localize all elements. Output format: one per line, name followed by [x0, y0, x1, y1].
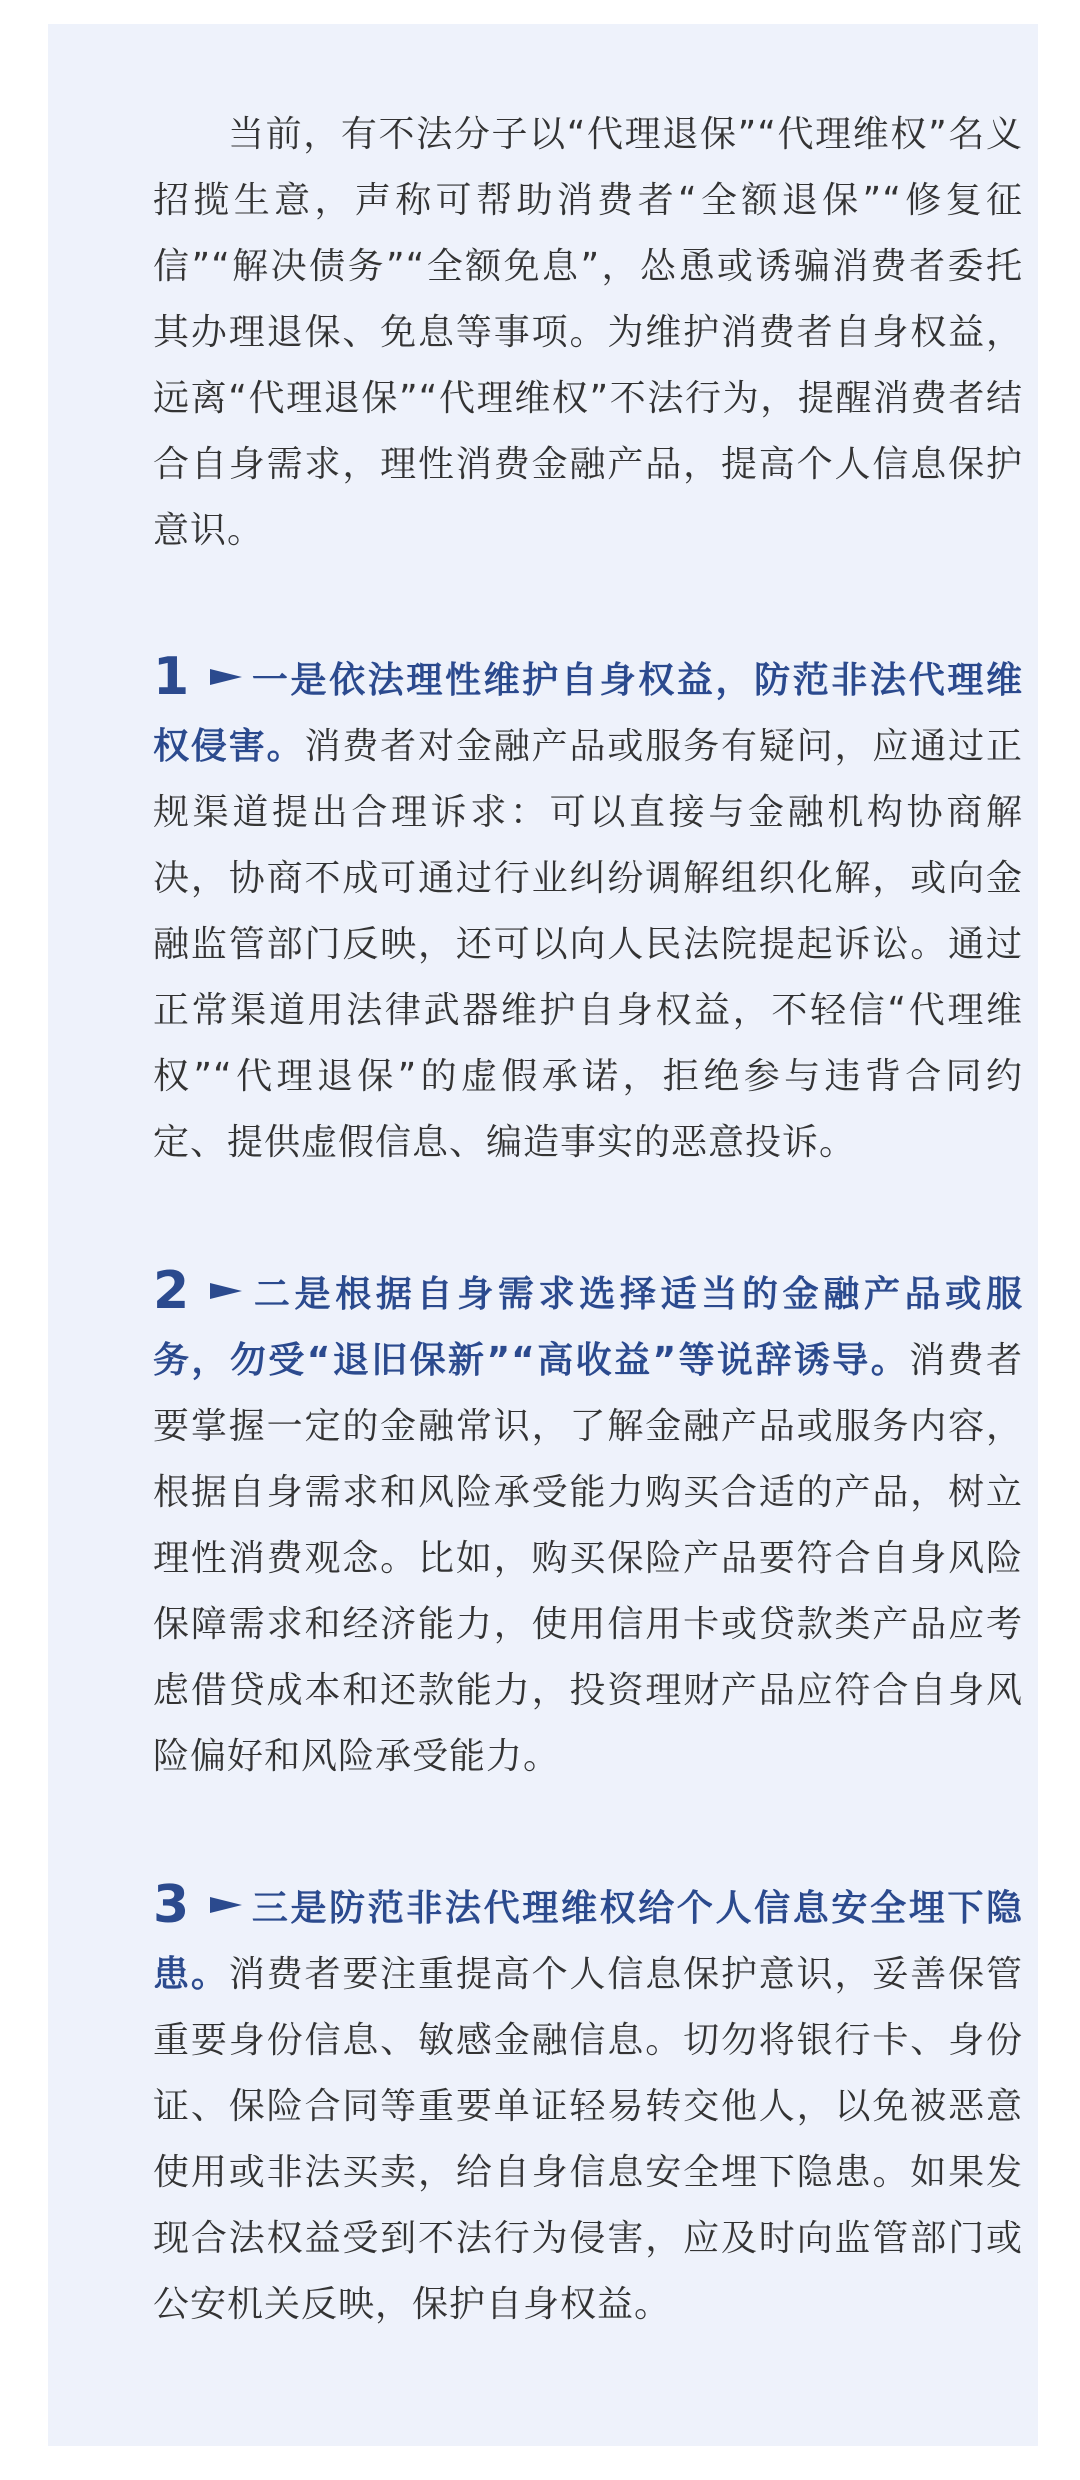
triangle-arrow-icon — [210, 666, 242, 688]
section-number: 1 — [153, 647, 191, 707]
section-1 — [153, 644, 1023, 1176]
intro-paragraph: 当前，有不法分子以“代理退保”“代理维权”名义招揽生意，声称可帮助消费者“全额退保”“修复征信”“解决债务”“全额免息”，怂恿或诱骗消费者委托其办理退保、免息等事项。为维护消费者自身权益，远离“代理退保”“代理维权”不法行为，提醒消费者结合自身需求，理性消费金融产品，提高个人信息保护意识。 — [153, 114, 1023, 551]
section-body: 消费者对金融产品或服务有疑问，应通过正规渠道提出合理诉求：可以直接与金融机构协商解决，协商不成可通过行业纠纷调解组织化解，或向金融监管部门反映，还可以向人民法院提起诉讼。通过正常渠道用法律武器维护自身权益，不轻信“代理维权”“代理退保”的虚假承诺，拒绝参与违背合同约定、提供虚假信息、编造事实的恶意投诉。 — [153, 726, 1023, 1163]
article-content — [153, 102, 1023, 2338]
section-heading: 二是根据自身需求选择适当的金融产品或服务，勿受“退旧保新”“高收益”等说辞诱导。 — [153, 1274, 1023, 1381]
section-body: 消费者要注重提高个人信息保护意识，妥善保管重要身份信息、敏感金融信息。切勿将银行卡、身份证、保险合同等重要单证轻易转交他人，以免被恶意使用或非法买卖，给自身信息安全埋下隐患。如果发现合法权益受到不法行为侵害，应及时向监管部门或公安机关反映，保护自身权益。 — [153, 1954, 1023, 2325]
triangle-arrow-icon — [210, 1280, 242, 1302]
section-heading: 一是依法理性维护自身权益，防范非法代理维权侵害。 — [153, 660, 1023, 767]
article-card — [48, 24, 1038, 2446]
section-heading: 三是防范非法代理维权给个人信息安全埋下隐患。 — [153, 1888, 1023, 1995]
section-number: 3 — [153, 1875, 191, 1935]
section-2 — [153, 1258, 1023, 1790]
triangle-arrow-icon — [210, 1894, 242, 1916]
section-3 — [153, 1872, 1023, 2338]
section-body: 消费者要掌握一定的金融常识，了解金融产品或服务内容，根据自身需求和风险承受能力购买合适的产品，树立理性消费观念。比如，购买保险产品要符合自身风险保障需求和经济能力，使用信用卡或贷款类产品应考虑借贷成本和还款能力，投资理财产品应符合自身风险偏好和风险承受能力。 — [153, 1340, 1023, 1777]
section-number: 2 — [153, 1261, 191, 1321]
